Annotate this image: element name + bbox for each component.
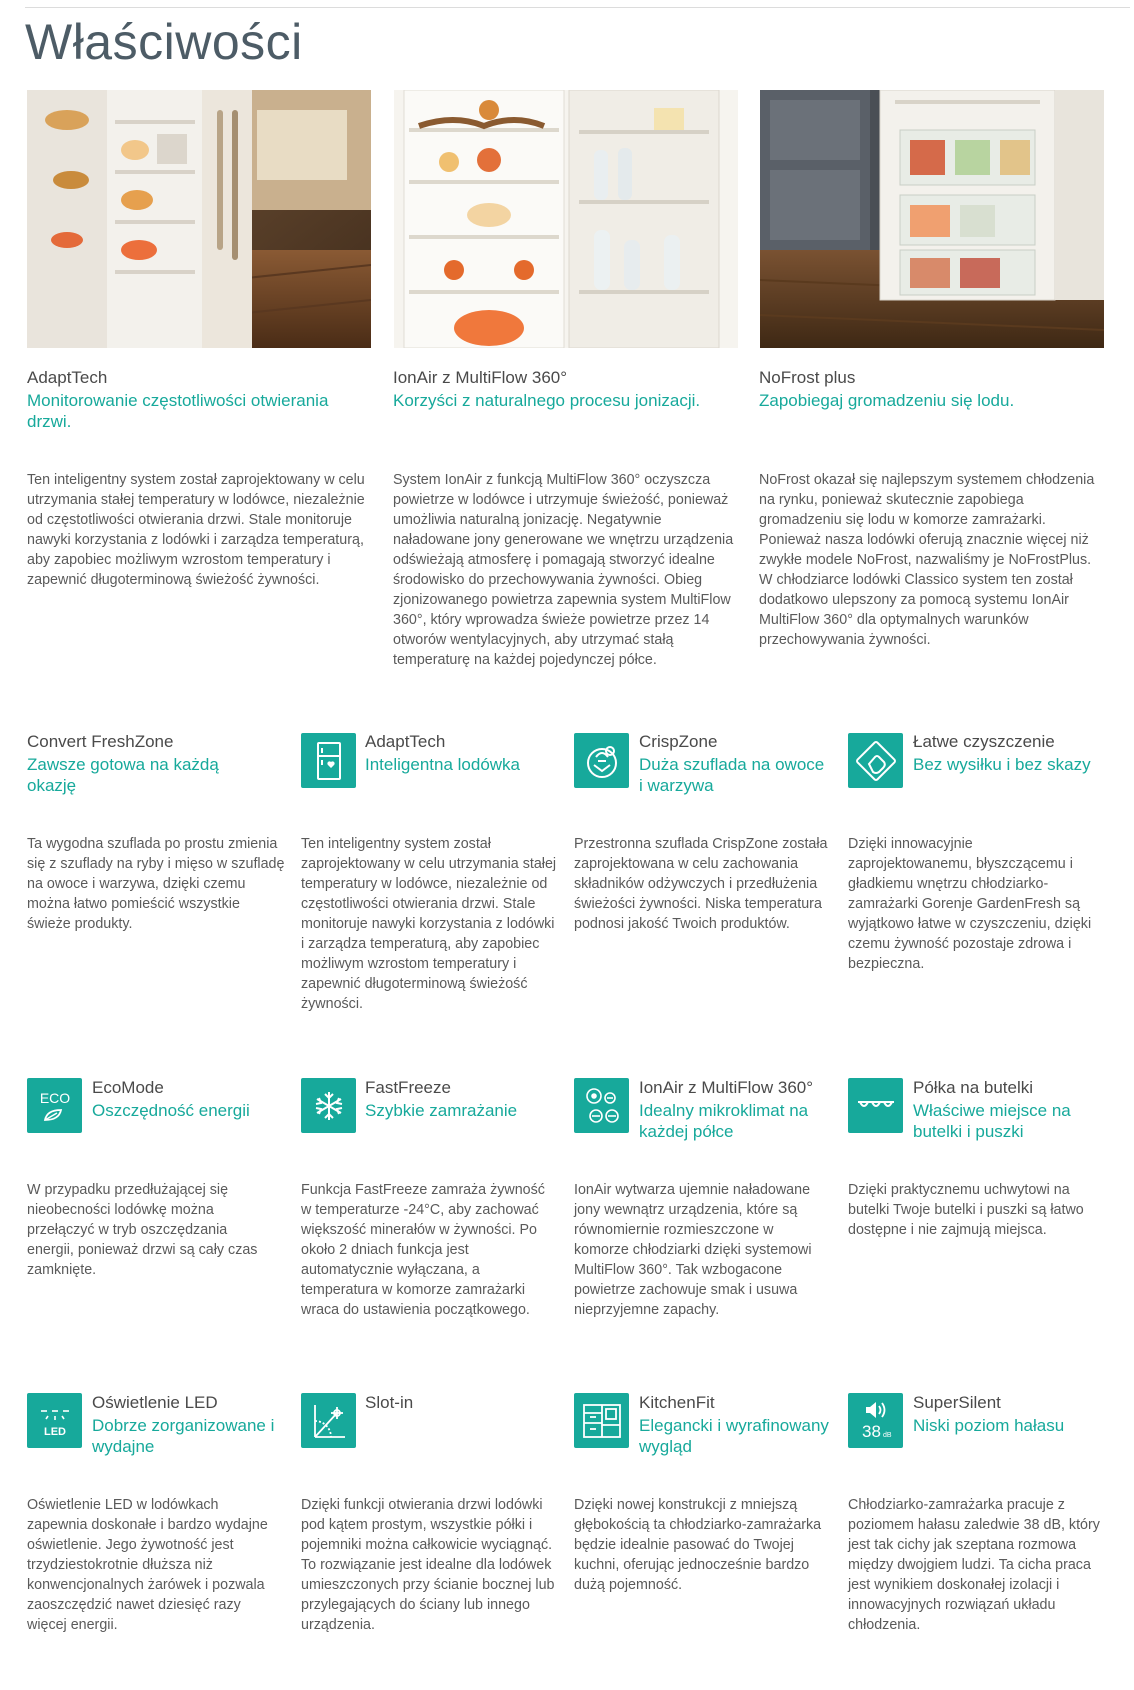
feature-ionair-heading bbox=[393, 367, 733, 411]
door-angle-icon bbox=[301, 1393, 356, 1448]
feature-title: SuperSilent bbox=[913, 1393, 1001, 1412]
feature-subtitle: Zapobiegaj gromadzeniu się lodu. bbox=[759, 391, 1015, 410]
feature-kitchenfit-heading bbox=[639, 1392, 839, 1457]
feature-title: NoFrost plus bbox=[759, 368, 856, 387]
vegetables-icon bbox=[574, 733, 629, 788]
noise-level-value: 38 bbox=[861, 1421, 881, 1441]
feature-description: Oświetlenie LED w lodówkach zapewnia doskonałe i bardzo wydajne oświetlenie. Jego żywotność jest trzydziestokrotnie dłuższa niż konwencjonalnych żarówek i pozwala zaoszczędzić nawet dziesięć razy więcej energii. bbox=[27, 1497, 268, 1633]
feature-subtitle: Właściwe miejsce na butelki i puszki bbox=[913, 1101, 1071, 1141]
feature-description: W przypadku przedłużającej się nieobecności lodówkę można przełączyć w tryb oszczędzania energii, ponieważ drzwi są cały czas zamknięte. bbox=[27, 1182, 258, 1278]
feature-subtitle: Niski poziom hałasu bbox=[913, 1416, 1065, 1435]
snowflake-icon bbox=[301, 1078, 356, 1133]
feature-title: Convert FreshZone bbox=[27, 732, 174, 751]
feature-subtitle: Korzyści z naturalnego procesu jonizacji. bbox=[393, 391, 701, 410]
feature-description: Funkcja FastFreeze zamraża żywność w temperaturze -24°C, aby zachować większość minerałów w żywności. Po około 2 dniach funkcja jest automatycznie wyłączana, a temperatura w komorze zamrażarki wraca do ustawienia początkowego. bbox=[301, 1182, 545, 1318]
feature-title: CrispZone bbox=[639, 732, 718, 751]
feature-title: Półka na butelki bbox=[913, 1078, 1034, 1097]
adapttech-photo bbox=[27, 90, 371, 348]
feature-description: Ten inteligentny system został zaprojektowany w celu utrzymania stałej temperatury w lodówce, niezależnie od częstotliwości otwierania drzwi. Stale monitoruje nawyki korzystania z lodówki i zarządza temperaturą, aby zapobiec możliwym wzrostom temperatury i zapewnić długoterminową świeżość żywności. bbox=[301, 836, 557, 1012]
feature-title: FastFreeze bbox=[365, 1078, 451, 1097]
feature-title: EcoMode bbox=[92, 1078, 164, 1097]
bottle-shelf-icon bbox=[848, 1078, 903, 1133]
feature-ecomode-heading bbox=[92, 1077, 292, 1121]
noise-level-unit: dB bbox=[882, 1431, 892, 1439]
eco-leaf-icon bbox=[27, 1078, 82, 1133]
feature-description: Dzięki innowacyjnie zaprojektowanemu, błyszczącemu i gładkiemu wnętrzu chłodziarko-zamrażarki Gorenje GardenFresh są wyjątkowo łatwe w czyszczeniu, dzięki czemu żywność pozostaje zdrowa i bezpieczna. bbox=[848, 836, 1092, 972]
feature-subtitle: Szybkie zamrażanie bbox=[365, 1101, 518, 1120]
top-divider bbox=[25, 7, 1130, 8]
feature-subtitle: Elegancki i wyrafinowany wygląd bbox=[639, 1416, 829, 1456]
fridge-heart-icon bbox=[301, 733, 356, 788]
feature-description: Chłodziarko-zamrażarka pracuje z poziomem hałasu zaledwie 38 dB, który jest tak cichy jak szeptana rozmowa między dwojgiem ludzi. Ta cicha praca jest wynikiem doskonałej izolacji i innowacyjnych rozwiązań układu chłodzenia. bbox=[848, 1497, 1100, 1633]
feature-subtitle: Monitorowanie częstotliwości otwierania drzwi. bbox=[27, 391, 329, 431]
feature-description: Dzięki funkcji otwierania drzwi lodówki pod kątem prostym, wszystkie półki i pojemniki można całkowicie wyciągnąć. To rozwiązanie jest idealne dla lodówek umieszczonych przy ścianie bocznej lub przylegających do ściany lub innego urządzenia. bbox=[301, 1497, 555, 1633]
feature-description: Ta wygodna szuflada po prostu zmienia się z szuflady na ryby i mięso w szufladę na owoce i warzywa, dzięki czemu można łatwo pomieścić wszystkie świeże produkty. bbox=[27, 836, 285, 932]
feature-subtitle: Bez wysiłku i bez skazy bbox=[913, 755, 1091, 774]
feature-nofrost-heading bbox=[759, 367, 1099, 411]
led-light-icon bbox=[27, 1393, 82, 1448]
feature-subtitle: Duża szuflada na owoce i warzywa bbox=[639, 755, 825, 795]
kitchen-cabinet-icon bbox=[574, 1393, 629, 1448]
feature-bottle-shelf-heading bbox=[913, 1077, 1113, 1142]
feature-title: AdaptTech bbox=[27, 368, 108, 387]
feature-convert-freshzone-heading bbox=[27, 731, 262, 796]
feature-description: System IonAir z funkcją MultiFlow 360° oczyszcza powietrze w lodówce i utrzymuje świeżość, ponieważ umożliwia naturalną jonizację. Negatywnie naładowane jony generowane we wnętrzu urządzenia odświeżają atmosferę i pomagają stworzyć idealne środowisko do przechowywania żywności. Obieg zjonizowanego powietrza zapewnia system MultiFlow 360°, który wprowadza świeże powietrze przez 14 otworów wentylacyjnych, aby utrzymać stałą temperaturę na każdej pojedynczej półce. bbox=[393, 472, 734, 668]
feature-crispzone-heading bbox=[639, 731, 829, 796]
feature-description: IonAir wytwarza ujemnie naładowane jony wewnątrz urządzenia, które są równomiernie rozmieszczone w komorze chłodziarki dzięki systemowi MultiFlow 360°. Tak wzbogacone powietrze zachowuje smak i usuwa nieprzyjemne zapachy. bbox=[574, 1182, 812, 1318]
feature-title: AdaptTech bbox=[365, 732, 446, 751]
feature-title: IonAir z MultiFlow 360° bbox=[639, 1078, 814, 1097]
cleaning-hand-icon bbox=[848, 733, 903, 788]
feature-subtitle: Zawsze gotowa na każdą okazję bbox=[27, 755, 219, 795]
feature-slot-in-heading bbox=[365, 1392, 565, 1413]
feature-adapttech-smart-heading bbox=[365, 731, 565, 775]
feature-title: Łatwe czyszczenie bbox=[913, 732, 1055, 751]
feature-fastfreeze-heading bbox=[365, 1077, 565, 1121]
feature-led-heading bbox=[92, 1392, 292, 1457]
feature-ionair-microclimate-heading bbox=[639, 1077, 859, 1142]
feature-description: NoFrost okazał się najlepszym systemem chłodzenia na rynku, ponieważ skutecznie zapobiega gromadzeniu się lodu w komorze zamrażarki. Ponieważ nasza lodówki oferują znacznie więcej niż zwykłe modele NoFrost, nazwaliśmy je NoFrostPlus. W chłodziarce lodówki Classico system ten został dodatkowo ulepszony za pomocą systemu IonAir MultiFlow 360° dla optymalnych warunków przechowywania żywności. bbox=[759, 472, 1095, 648]
eco-icon-label: ECO bbox=[39, 1089, 70, 1106]
feature-subtitle: Inteligentna lodówka bbox=[365, 755, 521, 774]
feature-adapttech-heading bbox=[27, 367, 367, 432]
nofrost-photo bbox=[760, 90, 1104, 348]
feature-easy-cleaning-heading bbox=[913, 731, 1113, 775]
feature-description: Dzięki praktycznemu uchwytowi na butelki Twoje butelki i puszki są łatwo dostępne i nie zajmują miejsca. bbox=[848, 1182, 1084, 1238]
feature-title: Oświetlenie LED bbox=[92, 1393, 218, 1412]
feature-description: Dzięki nowej konstrukcji z mniejszą głębokością ta chłodziarko-zamrażarka będzie idealnie pasować do Twojej kuchni, oferując jednocześnie bardzo dużą pojemność. bbox=[574, 1497, 822, 1593]
feature-subtitle: Idealny mikroklimat na każdej półce bbox=[639, 1101, 809, 1141]
feature-subtitle: Dobrze zorganizowane i wydajne bbox=[92, 1416, 275, 1456]
feature-description: Ten inteligentny system został zaprojektowany w celu utrzymania stałej temperatury w lodówce, niezależnie od częstotliwości otwierania drzwi. Stale monitoruje nawyki korzystania z lodówki i zarządza temperaturą, aby zapobiec możliwym wzrostom temperatury i zapewnić długoterminową świeżość żywności. bbox=[27, 472, 365, 588]
page-title: Właściwości bbox=[25, 14, 303, 70]
ionair-photo bbox=[394, 90, 738, 348]
ions-icon bbox=[574, 1078, 629, 1133]
feature-supersilent-heading bbox=[913, 1392, 1113, 1436]
feature-title: KitchenFit bbox=[639, 1393, 715, 1412]
feature-description: Przestronna szuflada CrispZone została zaprojektowana w celu zachowania składników odżywczych i przedłużenia świeżości żywności. Niska temperatura podnosi jakość Twoich produktów. bbox=[574, 836, 828, 932]
speaker-icon bbox=[848, 1393, 903, 1448]
feature-subtitle: Oszczędność energii bbox=[92, 1101, 250, 1120]
feature-title: Slot-in bbox=[365, 1393, 414, 1412]
led-icon-label: LED bbox=[43, 1425, 66, 1438]
feature-title: IonAir z MultiFlow 360° bbox=[393, 368, 568, 387]
